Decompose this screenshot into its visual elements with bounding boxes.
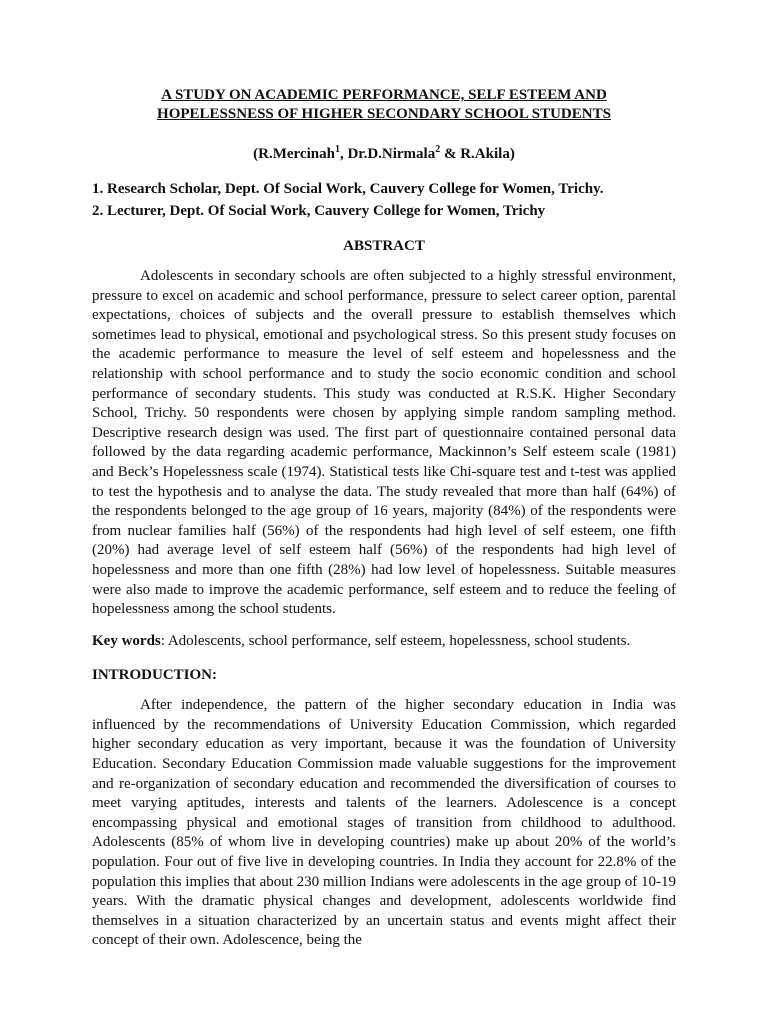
- keywords: [92, 632, 676, 652]
- keywords-label: Key words: [92, 632, 161, 649]
- introduction-heading: INTRODUCTION:: [92, 667, 218, 684]
- author-2-affil-mark: 2: [435, 144, 441, 155]
- abstract-heading: ABSTRACT: [343, 238, 425, 254]
- introduction-paragraph: After independence, the pattern of the higher secondary education in India was influenced by the recommendations of University Education Commission, which regarded higher secondary education as very important, because it was the foundation of University Education. Secondary Education Commission made valuable suggestions for the improvement and re-organization of secondary education and recommended the diversification of courses to meet varying aptitudes, interests and talents of the learners. Adolescence is a concept encompassing physical and emotional stages of transition from childhood to adulthood. Adolescents (85% of whom live in developing countries) make up about 20% of the world’s population. Four out of five live in developing countries. In India they account for 22.8% of the population this implies that about 230 million Indians were adolescents in the age group of 10-19 years. With the dramatic physical changes and development, adolescents worldwide find themselves in a situation characterized by an uncertain status and events might affect their concept of their own. Adolescence, being the: [92, 697, 676, 949]
- keywords-text: : Adolescents, school performance, self esteem, hopelessness, school students.: [160, 632, 631, 649]
- title-line-1: A STUDY ON ACADEMIC PERFORMANCE, SELF ESTEEM AND: [161, 87, 607, 103]
- affiliation-1: 1. Research Scholar, Dept. Of Social Work, Cauvery College for Women, Trichy.: [92, 181, 604, 197]
- author-2: , Dr.D.Nirmala: [339, 146, 436, 162]
- author-list: [92, 140, 676, 164]
- author-3: & R.Akila): [440, 146, 515, 162]
- abstract-paragraph: Adolescents in secondary schools are often subjected to a highly stressful environment, pressure to excel on academic and school performance, pressure to select career option, parental expectations, choices of subjects and the overall pressure to establish themselves which sometimes lead to physical, emotional and psychological stress. So this present study focuses on the academic performance to measure the level of self esteem and hopelessness and the relationship with school performance and to study the socio economic condition and school performance of secondary students. This study was conducted at R.S.K. Higher Secondary School, Trichy. 50 respondents were chosen by applying simple random sampling method. Descriptive research design was used. The first part of questionnaire contained personal data followed by the data regarding academic performance, Mackinnon’s Self esteem scale (1981) and Beck’s Hopelessness scale (1974). Statistical tests like Chi-square test and t-test was applied to test the hypothesis and to analyse the data. The study revealed that more than half (64%) of the respondents belonged to the age group of 16 years, majority (84%) of the respondents were from nuclear families half (56%) of the respondents had high level of self esteem, one fifth (20%) had average level of self esteem half (56%) of the respondents had high level of hopelessness and more than one fifth (28%) had low level of hopelessness. Suitable measures were also made to improve the academic performance, self esteem and to reduce the feeling of hopelessness among the school students.: [92, 268, 676, 618]
- author-1: (R.Mercinah: [253, 146, 335, 162]
- author-1-affil-mark: 1: [334, 144, 340, 155]
- affiliation-2: 2. Lecturer, Dept. Of Social Work, Cauvery College for Women, Trichy: [92, 203, 546, 219]
- paper-title: [92, 86, 676, 124]
- affiliations: [92, 178, 676, 222]
- title-line-2: HOPELESSNESS OF HIGHER SECONDARY SCHOOL STUDENTS: [157, 106, 611, 122]
